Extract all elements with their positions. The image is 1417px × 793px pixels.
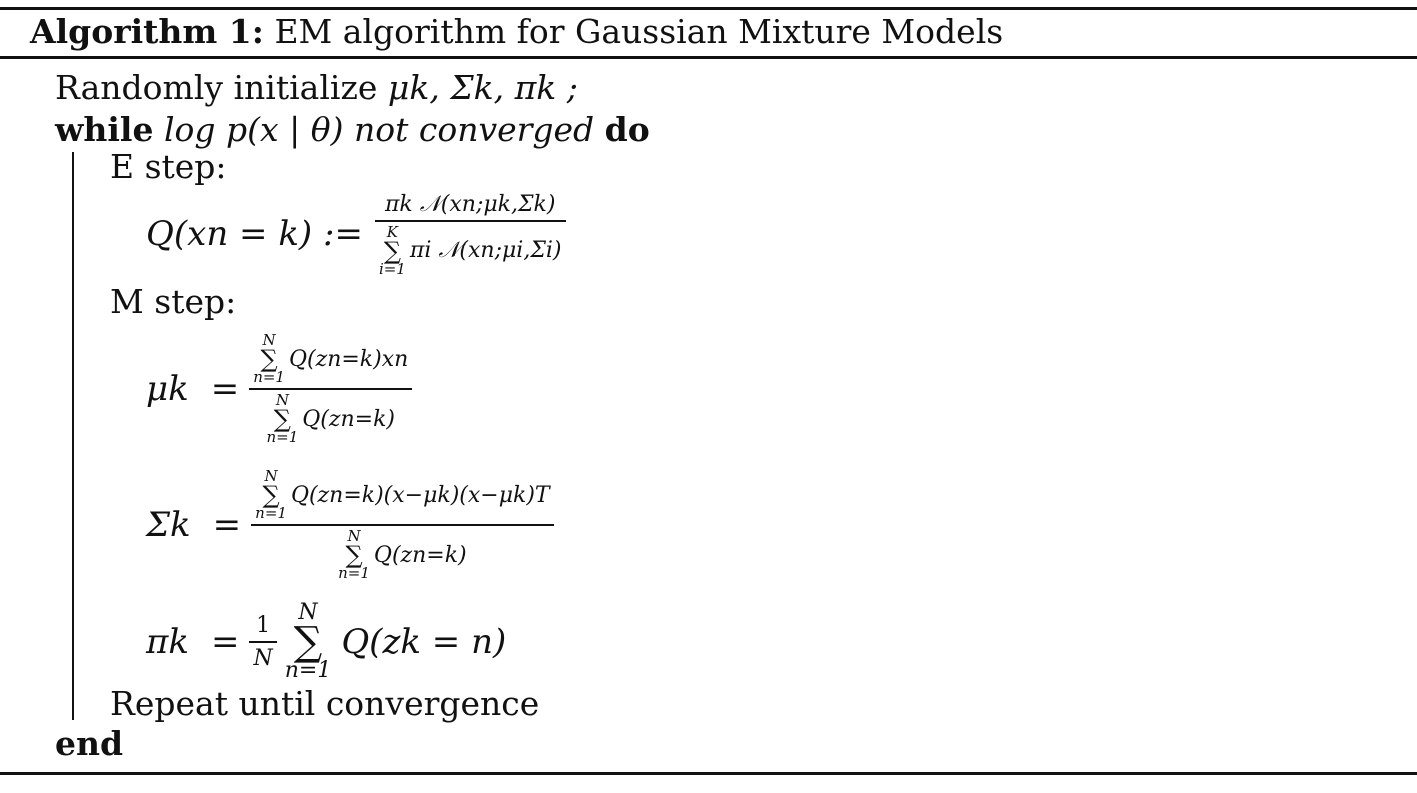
pi-lhs: πk (146, 622, 189, 662)
sum-lower-limit: i=1 (378, 259, 406, 278)
sum-upper-limit: N (262, 331, 276, 349)
algorithm-caption (30, 12, 1003, 52)
sigma-fraction (251, 469, 553, 581)
e-step-label: E step: (110, 147, 227, 186)
fraction-line (249, 641, 276, 643)
sum-upper-limit: N (275, 391, 289, 409)
bottom-rule (0, 772, 1417, 775)
sigma-sum-symbol: ∑ (345, 541, 363, 569)
sum-lower-limit: n=1 (253, 368, 285, 386)
sigma-sum-symbol: ∑ (383, 236, 401, 265)
sigma-sum-symbol: ∑ (273, 405, 291, 433)
sum-upper-limit: N (264, 467, 278, 485)
e-step-denominator (375, 222, 566, 278)
summation (378, 222, 406, 278)
fraction-line (375, 220, 566, 222)
sum-upper-limit: N (347, 527, 361, 545)
pi-coefficient-denominator: N (253, 646, 273, 671)
do-keyword: do (604, 110, 650, 149)
mu-denominator-term: Q(zn=k) (302, 406, 395, 432)
sum-lower-limit: n=1 (284, 658, 332, 683)
equals-sign: = (212, 505, 242, 545)
pi-term: Q(zk = n) (341, 622, 507, 662)
while-condition-text: not converged (353, 110, 595, 149)
while-line (55, 110, 650, 150)
while-condition-math: log p(x | θ) (163, 110, 344, 149)
caption-rule (0, 56, 1417, 59)
summation (255, 469, 287, 521)
e-step-denominator-term: πi 𝒩(xn;μi,Σi) (409, 238, 562, 263)
init-text: Randomly initialize (55, 68, 378, 107)
pi-coefficient-numerator: 1 (256, 613, 271, 638)
sigma-numerator-term: Q(zn=k)(x−μk)(x−μk)T (290, 482, 550, 508)
sigma-lhs: Σk (146, 505, 191, 545)
summation (338, 529, 370, 581)
caption-title: EM algorithm for Gaussian Mixture Models (274, 12, 1004, 51)
sum-upper-limit: N (298, 600, 318, 625)
caption-label: Algorithm 1: (30, 12, 264, 51)
e-step-fraction (375, 192, 566, 277)
summation (253, 333, 285, 385)
e-step-equation (146, 188, 566, 280)
mu-lhs: μk (146, 369, 189, 409)
sigma-sum-symbol: ∑ (260, 345, 278, 373)
while-keyword: while (55, 110, 154, 149)
init-line (55, 68, 578, 108)
sigma-sum-symbol: ∑ (262, 481, 280, 509)
equals-sign: = (210, 369, 240, 409)
mu-fraction (249, 333, 412, 445)
summation (266, 393, 298, 445)
pi-equation (146, 598, 506, 686)
equals-sign: = (210, 622, 240, 662)
mu-numerator-term: Q(zn=k)xn (288, 346, 409, 372)
mu-numerator (249, 333, 412, 385)
loop-body-bar (72, 152, 74, 720)
sigma-numerator (251, 469, 553, 521)
summation (285, 602, 332, 682)
e-step-numerator: πk 𝒩(xn;μk,Σk) (384, 191, 556, 217)
sum-lower-limit: n=1 (266, 428, 299, 446)
e-step-lhs: Q(xn = k) := (146, 214, 363, 254)
sum-lower-limit: n=1 (255, 504, 287, 522)
repeat-line: Repeat until convergence (110, 684, 540, 723)
sigma-equation (146, 458, 554, 592)
mu-equation (146, 322, 412, 456)
sigma-denominator-term: Q(zn=k) (373, 542, 467, 568)
sigma-sum-symbol: ∑ (293, 619, 323, 665)
sum-upper-limit: K (386, 222, 398, 241)
init-vars: μk, Σk, πk ; (387, 68, 578, 107)
end-keyword: end (55, 724, 124, 763)
sum-lower-limit: n=1 (338, 564, 370, 582)
sigma-denominator (334, 529, 471, 581)
fraction-line (251, 524, 553, 526)
fraction-line (249, 388, 412, 390)
pi-coefficient (249, 613, 276, 671)
mu-denominator (262, 393, 399, 445)
top-rule (0, 7, 1417, 10)
m-step-label: M step: (110, 282, 237, 321)
